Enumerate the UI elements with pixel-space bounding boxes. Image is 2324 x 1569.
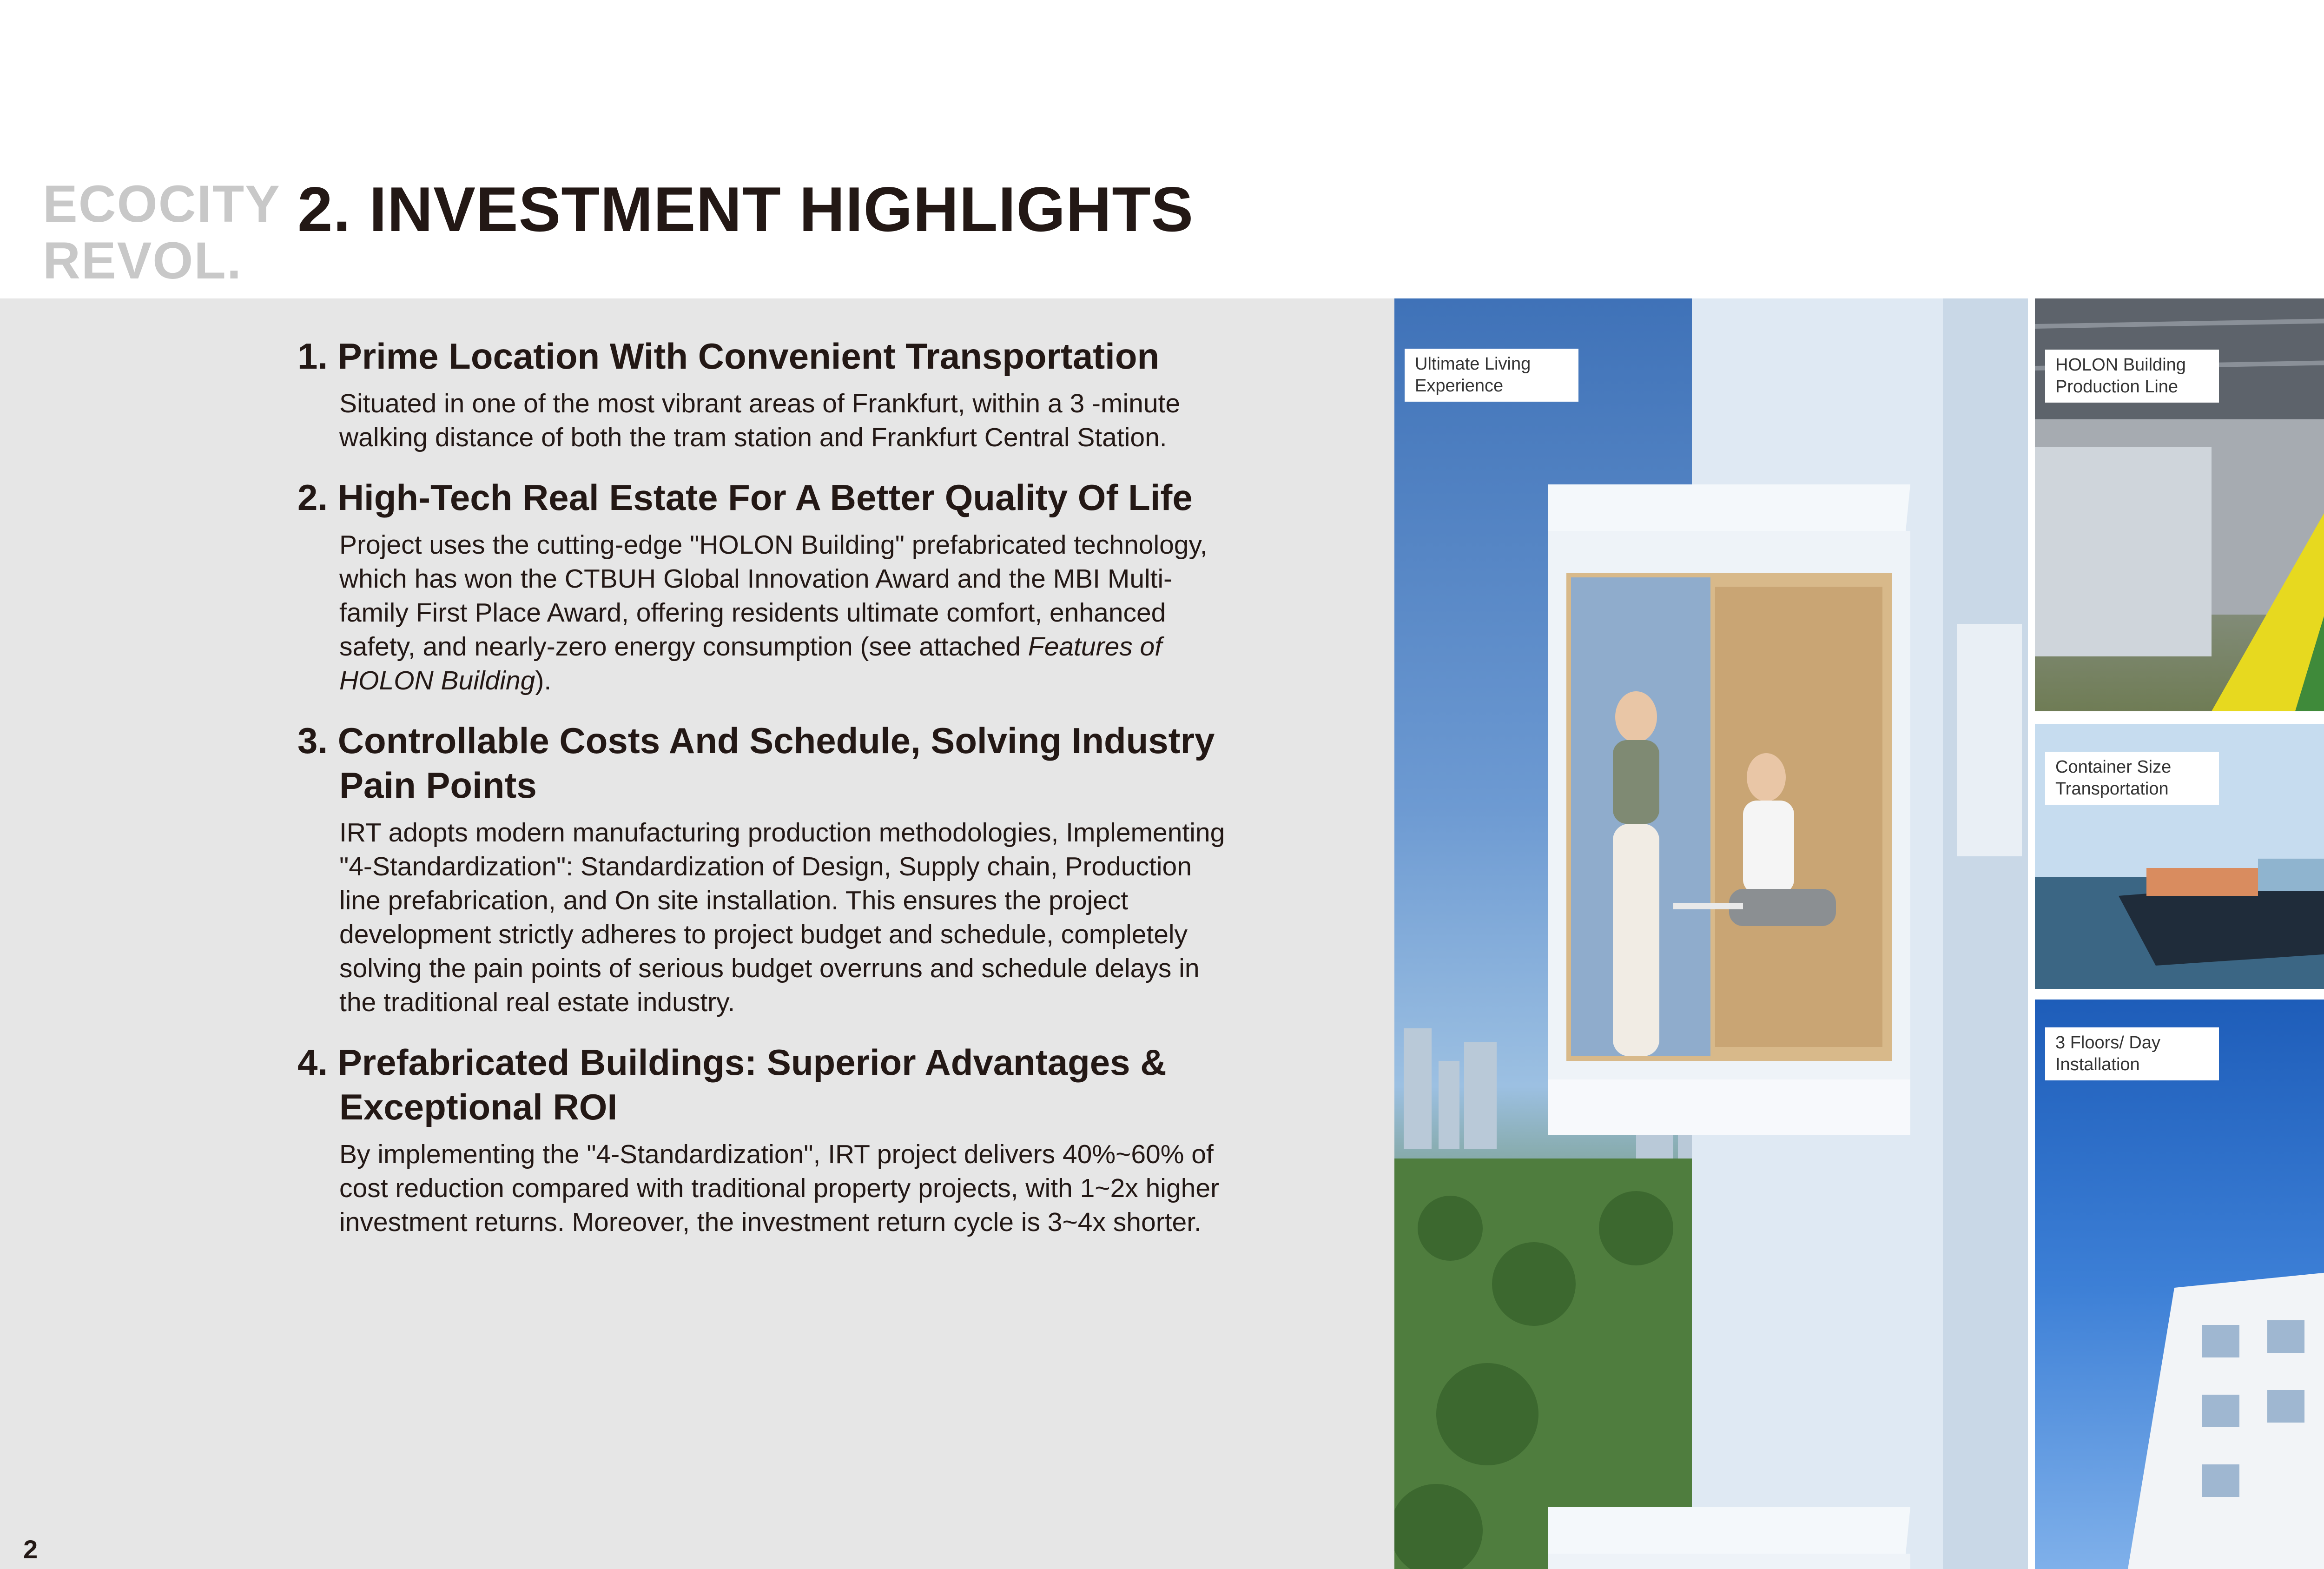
modular-installation-illustration	[2035, 1000, 2324, 1569]
page-number: 2	[23, 1535, 38, 1564]
highlight-body: By implementing the "4-Standardization", IRT project delivers 40%~60% of cost reduction compared with traditional property projects, with 1~2x higher investment returns. Moreover, the investment return cycle is 3~4x shorter.	[339, 1139, 1220, 1237]
page-title: 2. INVESTMENT HIGHLIGHTS	[297, 174, 1194, 245]
highlight-title: 3. Controllable Costs And Schedule, Solving Industry Pain Points	[297, 720, 1215, 806]
brand-wordmark	[43, 176, 281, 289]
highlight-item-2	[297, 475, 1227, 698]
highlight-item-4	[297, 1040, 1227, 1239]
highlight-title: 4. Prefabricated Buildings: Superior Advantages & Exceptional ROI	[297, 1042, 1167, 1127]
living-experience-photo	[1394, 298, 2028, 1569]
features-reference: Features of HOLON Building	[339, 632, 1162, 695]
installation-photo	[2035, 1000, 2324, 1569]
container-transport-caption: Container Size Transportation	[2045, 752, 2219, 805]
highlight-body-text: Project uses the cutting-edge "HOLON Building" prefabricated technology, which has won the CTBUH Global Innovation Award and the MBI Multi-family First Place Award, offering residents ultimate comfort, enhanced safety, and nearly-zero energy consumption (see attached	[339, 530, 1208, 662]
highlight-body: IRT adopts modern manufacturing production methodologies, Implementing "4-Standardization": Standardization of Design, Supply chain, Production line prefabrication, and On site installation. This ensures the project development strictly adheres to project budget and schedule, completely solving the pain points of serious budget overruns and schedule delays in the traditional real estate industry.	[339, 818, 1225, 1017]
highlight-title: 2. High-Tech Real Estate For A Better Quality Of Life	[297, 477, 1193, 518]
brand-line-2: REVOL.	[43, 232, 242, 290]
highlights-list	[297, 334, 1227, 1260]
highlight-body	[297, 528, 1227, 698]
highlight-body-end: ).	[535, 666, 552, 695]
production-line-caption: HOLON Building Production Line	[2045, 350, 2219, 403]
highlight-body: Situated in one of the most vibrant areas of Frankfurt, within a 3 -minute walking distance of both the tram station and Frankfurt Central Station.	[339, 389, 1181, 452]
living-experience-illustration	[1394, 298, 2028, 1569]
highlight-item-1	[297, 334, 1227, 455]
living-experience-caption: Ultimate Living Experience	[1405, 349, 1578, 402]
brand-line-1: ECOCITY	[43, 175, 281, 233]
highlight-title: 1. Prime Location With Convenient Transportation	[297, 336, 1160, 377]
highlight-item-3	[297, 718, 1227, 1020]
installation-caption: 3 Floors/ Day Installation	[2045, 1027, 2219, 1080]
